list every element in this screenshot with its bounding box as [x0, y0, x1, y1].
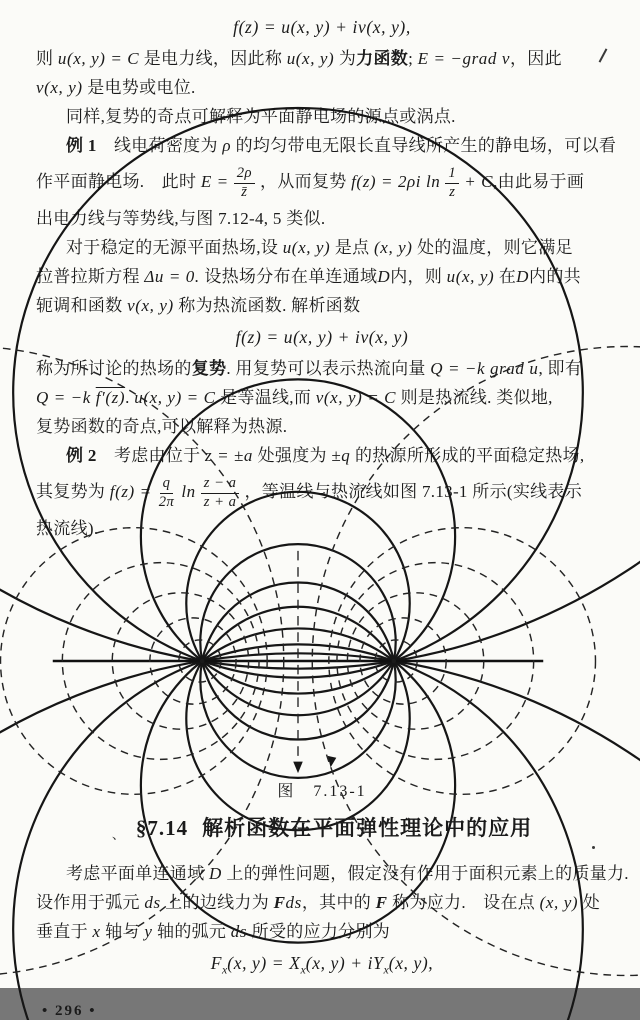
math-text: ds — [285, 893, 302, 912]
fraction-numerator: 2ρ — [234, 165, 255, 184]
math-text: + C — [464, 172, 494, 191]
math-text: z = ±a — [205, 446, 254, 465]
text-line — [36, 859, 629, 888]
math-text: ρ — [222, 136, 232, 155]
math-text: v(x, y) = C — [315, 388, 397, 407]
text-run: . — [125, 388, 135, 407]
text-line — [36, 44, 608, 73]
math-text: E = — [200, 172, 229, 191]
math-text: D — [208, 864, 222, 883]
math-text: F — [210, 953, 223, 973]
math-text: u(x, y) = C — [57, 49, 140, 68]
text-line — [36, 412, 608, 441]
text-run: ; — [408, 49, 418, 68]
text-run: 作平面静电场. 此时 — [36, 172, 201, 191]
bold-text: 例 1 — [66, 136, 97, 155]
fraction — [201, 475, 240, 511]
text-run: 轴的弧元 — [152, 922, 231, 941]
text-run: 则 — [36, 49, 58, 68]
page-number: • 296 • — [42, 1002, 97, 1019]
fraction-numerator: z − a — [201, 475, 240, 494]
math-text: (x, y), — [388, 953, 434, 973]
fraction — [445, 165, 459, 201]
text-run: ，等温线与热流线如图 7.13-1 所示(实线表示 — [244, 482, 583, 501]
math-text: u(x, y) — [446, 267, 495, 286]
text-run: 的热源所形成的平面稳定热场, — [350, 446, 585, 465]
math-text: v(x, y) — [127, 296, 174, 315]
math-text: ±q — [331, 446, 351, 465]
text-line — [36, 102, 608, 131]
subscript-math: x — [222, 962, 228, 977]
text-run: 内的共 — [529, 267, 581, 286]
text-run: 的均匀带电无限长直导线所产生的静电场，可以看 — [231, 136, 617, 155]
subscript-math: x — [300, 962, 306, 977]
figure-caption: 图 7.13-1 — [277, 783, 367, 800]
math-text: (x, y) — [539, 893, 579, 912]
math-text: D — [516, 267, 530, 286]
text-run: 轴与 — [100, 922, 145, 941]
text-run: ，因此 — [510, 49, 562, 68]
text-run: 出电力线与等势线,与图 7.12-4, 5 类似. — [36, 209, 326, 228]
text-run: 是电力线，因此称 — [139, 49, 287, 68]
section-title: 解析函数在平面弹性理论中的应用 — [202, 816, 533, 840]
text-run: 为 — [334, 49, 357, 68]
formula-line — [36, 320, 608, 354]
math-text: u(x, y) — [282, 238, 331, 257]
text-run: 考虑由位于 — [96, 446, 206, 465]
fraction — [157, 475, 177, 511]
math-text: (x, y) = X — [227, 953, 301, 973]
text-line — [36, 470, 608, 514]
fraction-numerator: q — [160, 475, 174, 494]
math-text: Q = −k — [36, 388, 96, 407]
text-run: 处的温度，则它满足 — [412, 238, 573, 257]
fraction-denominator: z + a — [203, 493, 237, 510]
text-line — [36, 354, 608, 383]
formula-line — [36, 10, 608, 44]
scan-mark: 、 — [111, 827, 126, 842]
fraction-numerator: 1 — [445, 165, 459, 184]
text-line — [36, 888, 608, 917]
subscript-math: x — [383, 962, 389, 977]
math-text: ds — [144, 893, 161, 912]
formula-line — [36, 946, 608, 987]
text-run: ，从而复势 — [260, 172, 352, 191]
text-run: 对于稳定的无源平面热场,设 — [66, 238, 283, 257]
text-run: 复势函数的奇点,可以解释为热源. — [36, 417, 288, 436]
text-run: . 用复势可以表示热流向量 — [226, 359, 431, 378]
text-run: 是等温线,而 — [215, 388, 316, 407]
text-run: 考虑平面单连通域 — [66, 864, 209, 883]
page-body-top — [36, 10, 617, 543]
math-text: E = −grad v — [417, 49, 510, 68]
text-line — [36, 131, 617, 160]
flow-arrow — [293, 762, 303, 773]
math-text: ds — [230, 922, 248, 941]
text-run: 则是热流线. 类似地, — [396, 388, 553, 407]
text-run: 称为所讨论的热场的 — [36, 359, 192, 378]
bold-text: 复势 — [191, 359, 227, 378]
text-run: 线电荷密度为 — [96, 136, 223, 155]
math-text: (x, y) + iY — [305, 953, 384, 973]
text-run: 所受的应力分别为 — [247, 922, 391, 941]
text-run: 垂直于 — [36, 922, 93, 941]
math-text: Q = −k grad u — [430, 359, 539, 378]
text-run: 处强度为 — [253, 446, 332, 465]
text-run: 称为热流函数. 解析函数 — [173, 296, 361, 315]
fraction-denominator: z — [449, 183, 456, 200]
bold-text: 力函数 — [356, 49, 409, 68]
text-run: 上的弹性问题，假定没有作用于面积元素上的质量力. — [221, 864, 629, 883]
text-run: ，其中的 — [301, 893, 376, 912]
math-text: f(z) = — [109, 482, 152, 501]
text-run: 上的边线力为 — [160, 893, 274, 912]
math-text: u(x, y) — [286, 49, 335, 68]
text-line — [36, 262, 608, 291]
math-text: F — [273, 893, 286, 912]
math-text: ln — [181, 482, 196, 501]
math-text: D — [377, 267, 391, 286]
text-line — [36, 383, 608, 412]
text-run: 是电势或电位. — [82, 78, 196, 97]
text-run: 热流线). — [36, 519, 99, 538]
text-run: 内，则 — [390, 267, 447, 286]
fraction-denominator: z̄ — [241, 183, 248, 200]
math-text: Δu = 0. — [144, 267, 200, 286]
text-run: 同样,复势的奇点可解释为平面静电场的源点或涡点. — [66, 107, 456, 126]
text-line — [36, 233, 608, 262]
text-run: , 即有 — [538, 359, 583, 378]
text-line — [36, 441, 608, 470]
overline-math: f′(z) — [95, 388, 126, 407]
text-run: 设作用于弧元 — [36, 893, 145, 912]
text-run: 处 — [578, 893, 601, 912]
text-run: 在 — [494, 267, 517, 286]
text-run: 设热场分布在单连通域 — [199, 267, 378, 286]
text-run: 称为应力. 设在点 — [387, 893, 540, 912]
math-text: f(z) = u(x, y) + iv(x, y) — [235, 327, 409, 347]
bold-text: 例 2 — [66, 446, 97, 465]
figure — [48, 547, 608, 775]
section-heading — [36, 813, 608, 850]
math-text: u(x, y) = C — [134, 388, 216, 407]
text-run: 轭调和函数 — [36, 296, 128, 315]
text-line — [36, 160, 608, 204]
scan-artifact — [592, 846, 595, 849]
math-text: x — [92, 922, 101, 941]
text-run: 拉普拉斯方程 — [36, 267, 145, 286]
source-point — [391, 659, 396, 664]
math-text: y — [144, 922, 153, 941]
math-text: f(z) = 2ρi ln — [351, 172, 441, 191]
text-line — [36, 917, 608, 946]
text-line — [36, 514, 608, 543]
source-point — [200, 659, 205, 664]
flow-arrow — [328, 756, 337, 767]
fraction — [234, 165, 255, 201]
math-text: F — [375, 893, 388, 912]
math-text: f(z) = u(x, y) + iv(x, y), — [233, 17, 411, 37]
text-run: 其复势为 — [36, 482, 110, 501]
text-line — [36, 73, 608, 102]
math-text: v(x, y) — [36, 78, 83, 97]
math-text: (x, y) — [374, 238, 413, 257]
field-line-figure-svg — [48, 547, 548, 775]
text-run: ,由此易于画 — [493, 172, 585, 191]
text-run: 是点 — [330, 238, 375, 257]
fraction-denominator: 2π — [158, 493, 175, 510]
text-line — [36, 291, 608, 320]
page-body-bottom — [36, 859, 629, 987]
section-number: §7.14 — [135, 816, 189, 840]
